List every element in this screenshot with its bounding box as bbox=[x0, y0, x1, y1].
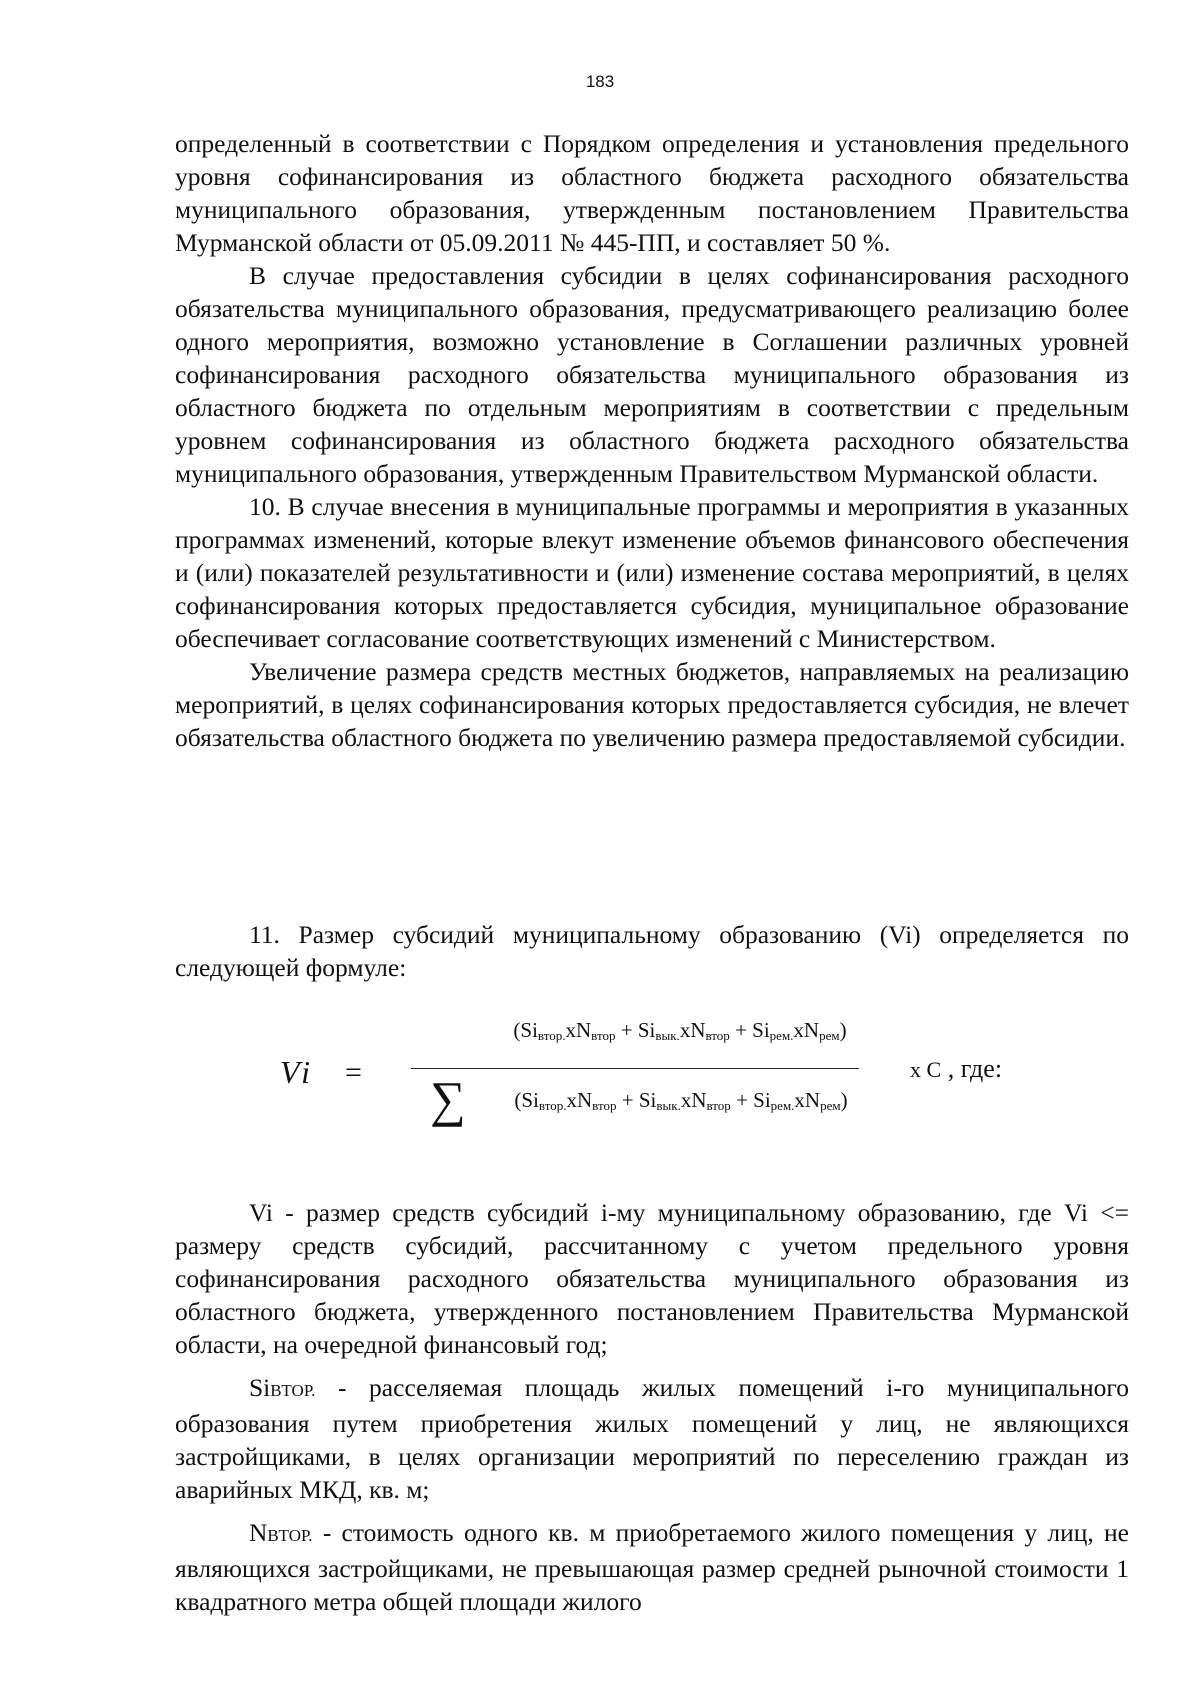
definition-si-vtor bbox=[175, 1371, 1129, 1506]
body-text-formula-intro bbox=[175, 918, 1129, 984]
definition-vi: Vi - размер средств субсидий i-му муниципальному образованию, где Vi <= размеру средств субсидий, рассчитанному с учетом предельного уровня софинансирования расходного обязательства муниципального образования из областного бюджета, утвержденного постановлением Правительства Мурманской области, на очередной финансовый год; bbox=[175, 1198, 1129, 1359]
symbol-n-subscript: ВТОР. bbox=[267, 1526, 313, 1545]
formula-equals: = bbox=[345, 1056, 362, 1089]
formula-tail bbox=[910, 1054, 1002, 1084]
paragraph-item-10: 10. В случае внесения в муниципальные программы и мероприятия в указанных программах изменений, которые влекут изменение объемов финансового обеспечения и (или) показателей результативности и (или) изменение состава мероприятий, в целях софинансирования которых предоставляется субсидия, муниципальное образование обеспечивает согласование соответствующих изменений с Министерством. bbox=[175, 492, 1129, 653]
definition-n-vtor bbox=[175, 1516, 1129, 1618]
page-number: 183 bbox=[585, 72, 615, 91]
paragraph-item-11: 11. Размер субсидий муниципальному образованию (Vi) определяется по следующей формуле: bbox=[175, 920, 1129, 982]
symbol-n: N bbox=[249, 1518, 268, 1547]
paragraph-local-budget-increase: Увеличение размера средств местных бюджетов, направляемых на реализацию мероприятий, в целях софинансирования которых предоставляется субсидия, не влечет обязательства областного бюджета по увеличению размера предоставляемой субсидии. bbox=[175, 657, 1129, 752]
body-text-definitions bbox=[175, 1196, 1129, 1618]
symbol-si-subscript: ВТОР. bbox=[270, 1381, 316, 1400]
definition-si-text: - расселяемая площадь жилых помещений i-го муниципального образования путем приобретения жилых помещений у лиц, не являющихся застройщиками, в целях организации мероприятий по переселению граждан из аварийных МКД, кв. м; bbox=[175, 1373, 1129, 1504]
formula-where: , где: bbox=[947, 1054, 1003, 1083]
formula-fraction-bar bbox=[411, 1068, 859, 1069]
formula-denominator: $(Si_{втор.}xN_{втор} + Si_{вык.}xN_{втор} + Si_{рем.}xN_{рем})$ bbox=[514, 1088, 848, 1113]
symbol-si: Si bbox=[249, 1373, 271, 1402]
formula-numerator: $(Si_{втор.}xN_{втор} + Si_{вык.}xN_{втор} + Si_{рем.}xN_{рем})$ bbox=[513, 1018, 847, 1043]
subsidy-formula bbox=[175, 1010, 1129, 1150]
paragraph-cofinancing-levels: В случае предоставления субсидии в целях софинансирования расходного обязательства муниципального образования, предусматривающего реализацию более одного мероприятия, возможно установление в Соглашении различных уровней софинансирования расходного обязательства муниципального образования из областного бюджета по отдельным мероприятиям в соответствии с предельным уровнем софинансирования из областного бюджета расходного обязательства муниципального образования, утвержденным Правительством Мурманской области. bbox=[175, 261, 1129, 488]
paragraph-continuation: определенный в соответствии с Порядком определения и установления предельного уровня софинансирования из областного бюджета расходного обязательства муниципального образования, утвержденным постановлением Правительства Мурманской области от 05.09.2011 № 445-ПП, и составляет 50 %. bbox=[175, 129, 1129, 257]
formula-lhs: Vi bbox=[280, 1054, 315, 1090]
formula-multiplier: x С bbox=[910, 1057, 942, 1082]
formula-sum-symbol: ∑ bbox=[430, 1071, 466, 1127]
body-text-top bbox=[175, 127, 1129, 754]
definition-n-text: - стоимость одного кв. м приобретаемого жилого помещения у лиц, не являющихся застройщиками, не превышающая размер средней рыночной стоимости 1 квадратного метра общей площади жилого bbox=[175, 1518, 1129, 1616]
